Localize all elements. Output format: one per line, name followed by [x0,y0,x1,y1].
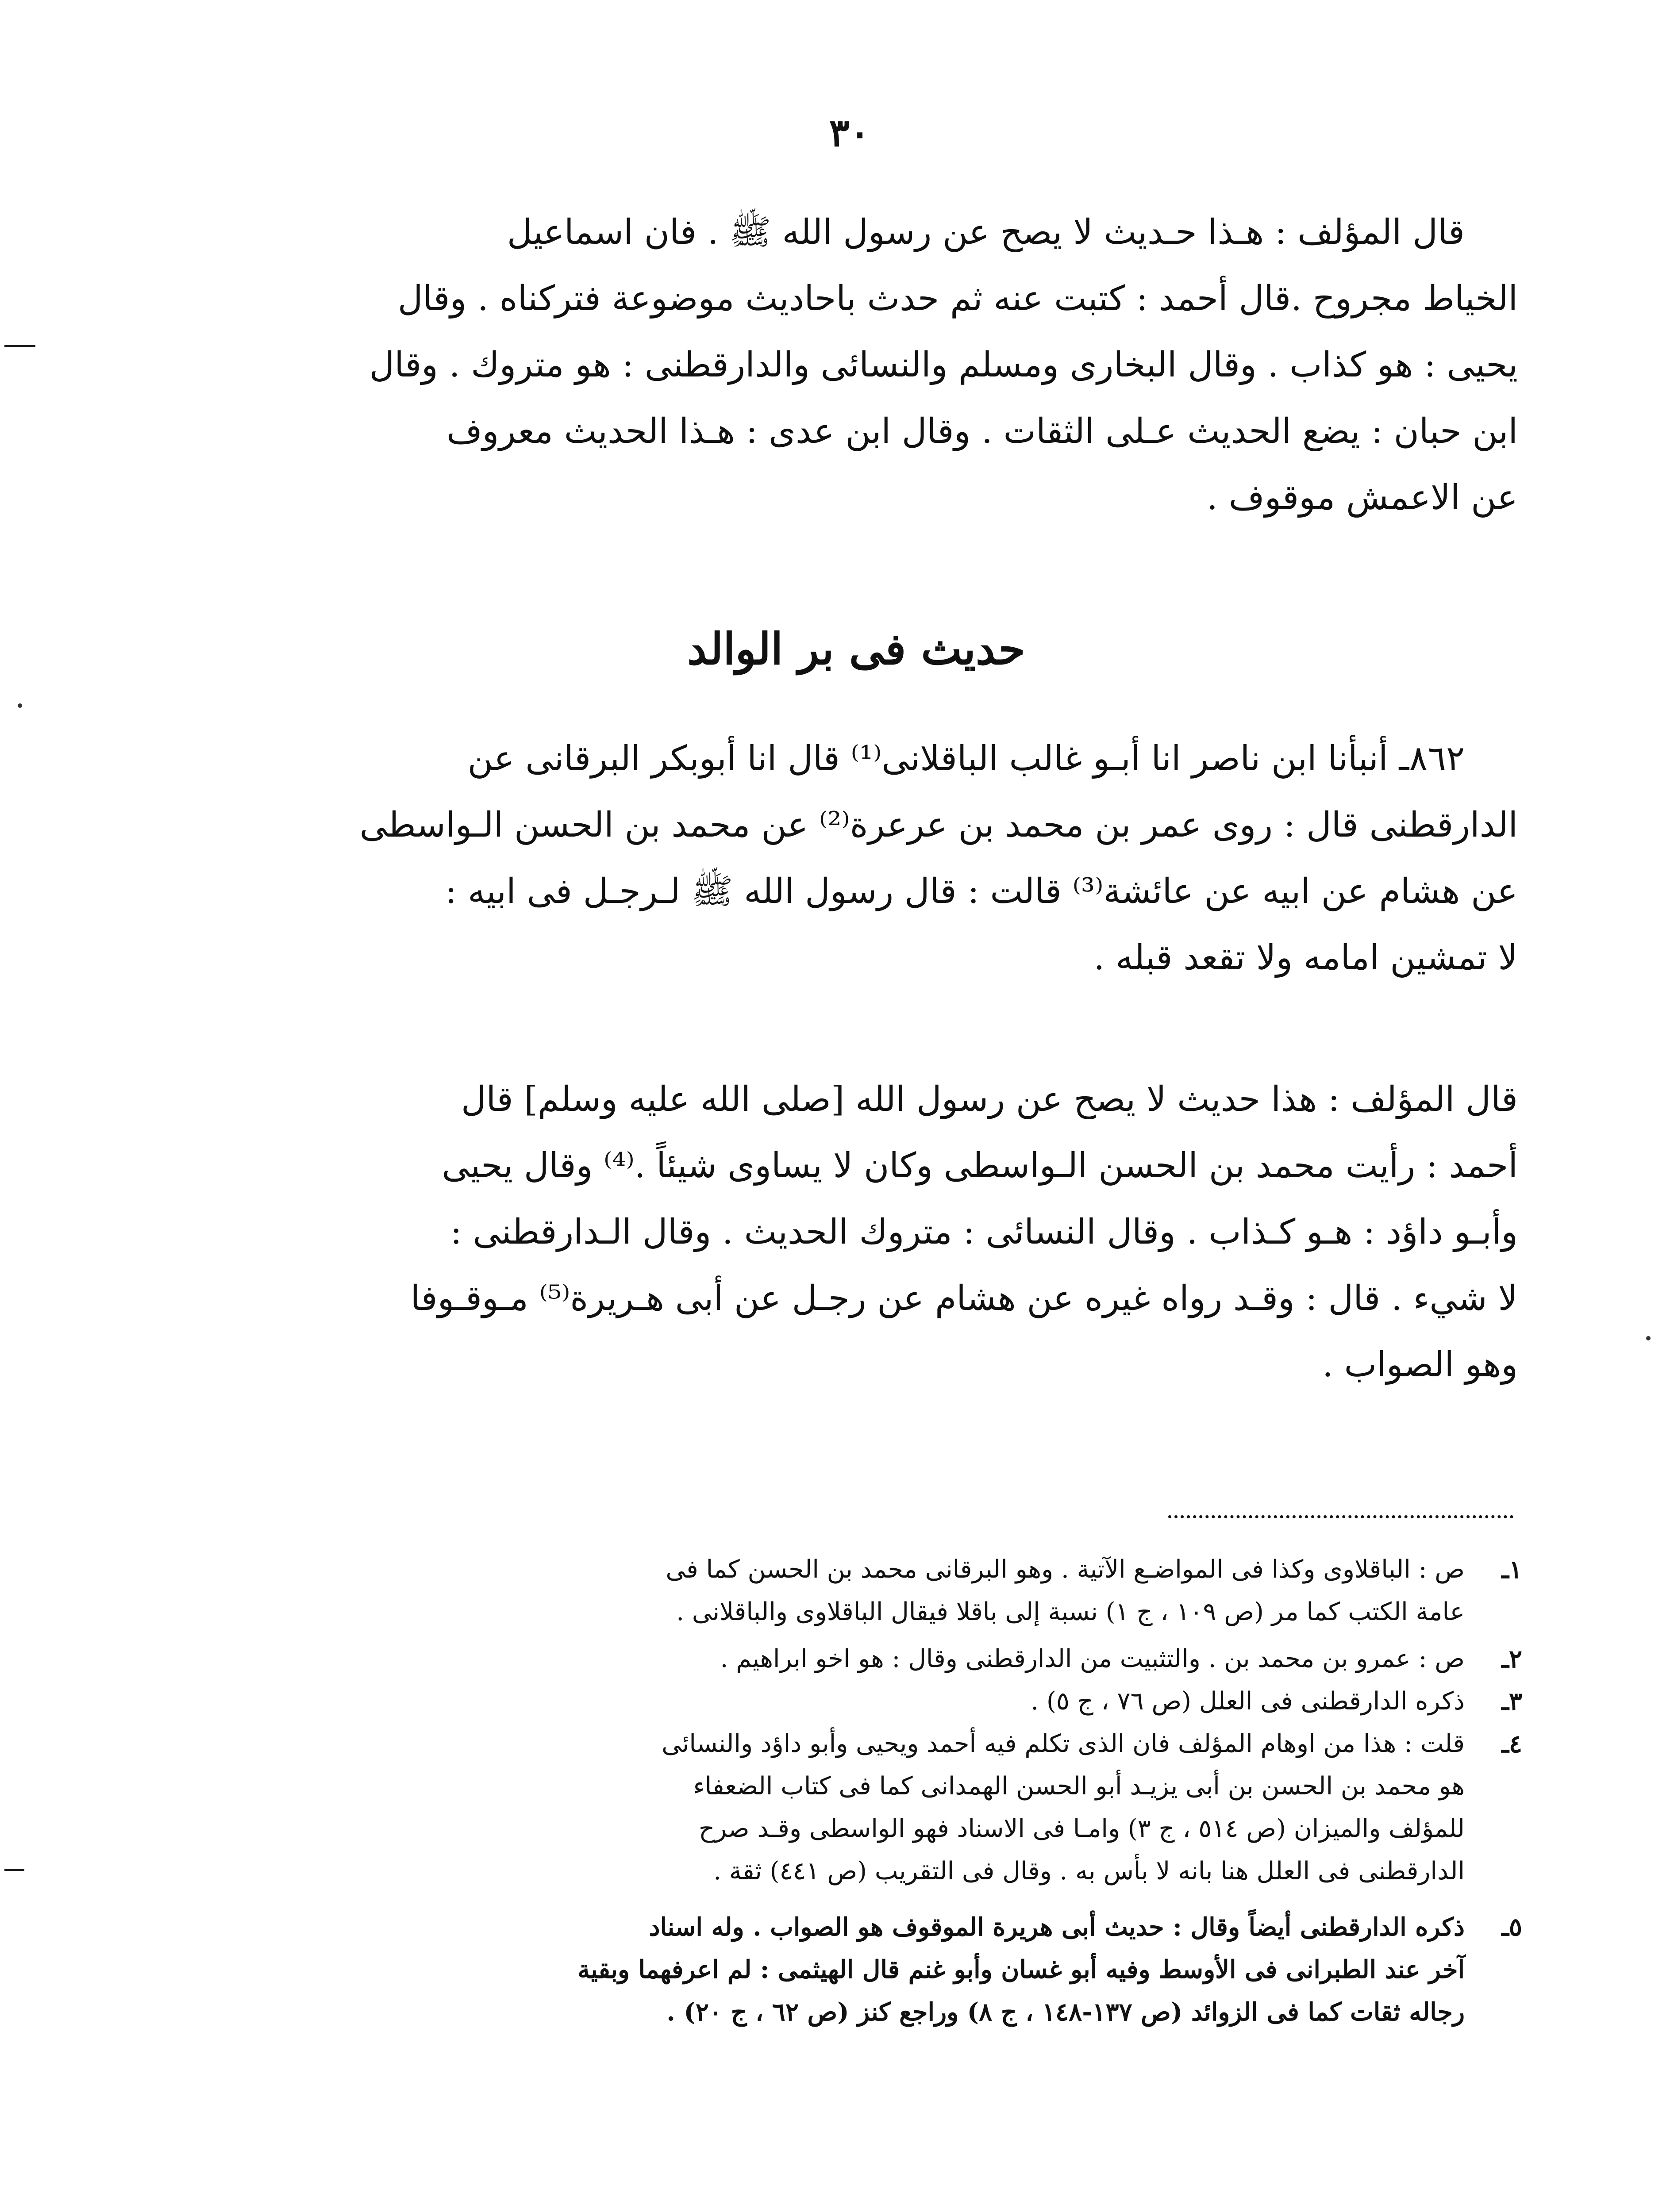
text-line: عن هشام عن ابيه عن عائشة⁽³⁾ قالت : قال رسول الله ﷺ لـرجـل فى ابيه : [445,872,1518,911]
text-line: ابن حبان : يضع الحديث عـلى الثقات . وقال ابن عدى : هـذا الحديث معروف [446,411,1518,451]
text-line: الدارقطنى قال : روى عمر بن محمد بن عرعرة⁽²⁾ عن محمد بن الحسن الـواسطى [359,805,1518,845]
footnote-line: رجاله ثقات كما فى الزوائد (ص ١٣٧-١٤٨ ، ج ٨) وراجع كنز (ص ٦٢ ، ج ٢٠) . [666,1997,1465,2027]
margin-mark [4,1869,24,1871]
footnote-text [195,1680,1465,1723]
edge-dot [18,703,22,708]
edge-dot [1646,1336,1651,1340]
text-line: وأبـو داؤد : هـو كـذاب . وقال النسائى : متروك الحديث . وقال الـدارقطنى : [450,1212,1518,1252]
footnote-item [195,1680,1522,1723]
text-line: وهو الصواب . [1322,1345,1518,1385]
text-line: قال المؤلف : هـذا حـديث لا يصح عن رسول الله ﷺ . فان اسماعيل [507,212,1465,252]
footnote-number: ٤ـ [1501,1729,1522,1759]
footnote-text [195,1638,1465,1680]
page-number: ٣٠ [829,111,870,155]
footnote-line: ص : عمرو بن محمد بن . والتثبيت من الدارقطنى وقال : هو اخو ابراهيم . [720,1644,1465,1673]
footnote-text [195,1723,1465,1893]
footnote-item [195,1548,1522,1633]
footnote-line: آخر عند الطبرانى فى الأوسط وفيه أبو غسان وأبو غنم قال الهيثمى : لم اعرفهما وبقية [577,1955,1465,1984]
footnotes [195,1548,1522,2033]
text-line: الخياط مجروح .قال أحمد : كتبت عنه ثم حدث باحاديث موضوعة فتركناه . وقال [397,279,1518,319]
author-comment-paragraph [195,199,1518,531]
margin-mark [4,345,35,347]
text-line: عن الاعمش موقوف . [1207,478,1518,518]
text-line: أحمد : رأيت محمد بن الحسن الـواسطى وكان لا يساوى شيئاً .⁽⁴⁾ وقال يحيى [442,1146,1518,1186]
footnote-item [195,1906,1522,2033]
footnote-number: ٢ـ [1501,1644,1522,1674]
footnote-line: ذكره الدارقطنى فى العلل (ص ٧٦ ، ج ٥) . [1031,1687,1465,1716]
footnote-item [195,1638,1522,1680]
footnote-number: ٣ـ [1501,1687,1522,1716]
text-line: لا شيء . قال : وقـد رواه غيره عن هشام عن رجـل عن أبى هـريرة⁽⁵⁾ مـوقـوفا [410,1279,1518,1318]
footnote-line: الدارقطنى فى العلل هنا بانه لا بأس به . وقال فى التقريب (ص ٤٤١) ثقة . [713,1857,1465,1886]
footnote-line: للمؤلف والميزان (ص ٥١٤ ، ج ٣) وامـا فى الاسناد فهو الواسطى وقـد صرح [698,1814,1465,1843]
text-line: يحيى : هو كذاب . وقال البخارى ومسلم والنسائى والدارقطنى : هو متروك . وقال [369,345,1518,385]
footnote-line: ذكره الدارقطنى أيضاً وقال : حديث أبى هريرة الموقوف هو الصواب . وله اسناد [649,1912,1465,1942]
hadith-paragraph [195,726,1518,991]
footnote-item [195,1723,1522,1893]
footnote-line: ص : الباقلاوى وكذا فى المواضـع الآتية . وهو البرقانى محمد بن الحسن كما فى [666,1555,1465,1584]
text-line: قال المؤلف : هذا حديث لا يصح عن رسول الله [صلى الله عليه وسلم] قال [461,1079,1518,1119]
footnote-line: عامة الكتب كما مر (ص ١٠٩ ، ج ١) نسبة إلى باقلا فيقال الباقلاوى والباقلانى . [676,1598,1465,1626]
footnote-text [195,1906,1465,2033]
footnote-line: هو محمد بن الحسن بن أبى يزيـد أبو الحسن الهمدانى كما فى كتاب الضعفاء [693,1772,1465,1801]
footnote-number: ٥ـ [1501,1912,1522,1942]
footnote-line: قلت : هذا من اوهام المؤلف فان الذى تكلم فيه أحمد ويحيى وأبو داؤد والنسائى [662,1729,1465,1758]
section-heading: حديث فى بر الوالد [687,624,1025,675]
author-verdict-paragraph [195,1066,1518,1398]
footnote-number: ١ـ [1501,1555,1522,1584]
text-line: لا تمشين امامه ولا تقعد قبله . [1093,938,1518,978]
footnote-text [195,1548,1465,1633]
footnote-divider [1168,1515,1513,1518]
text-line: ٨٦٢ـ أنبأنا ابن ناصر انا أبـو غالب الباقلانى⁽¹⁾ قال انا أبوبكر البرقانى عن [467,739,1465,779]
